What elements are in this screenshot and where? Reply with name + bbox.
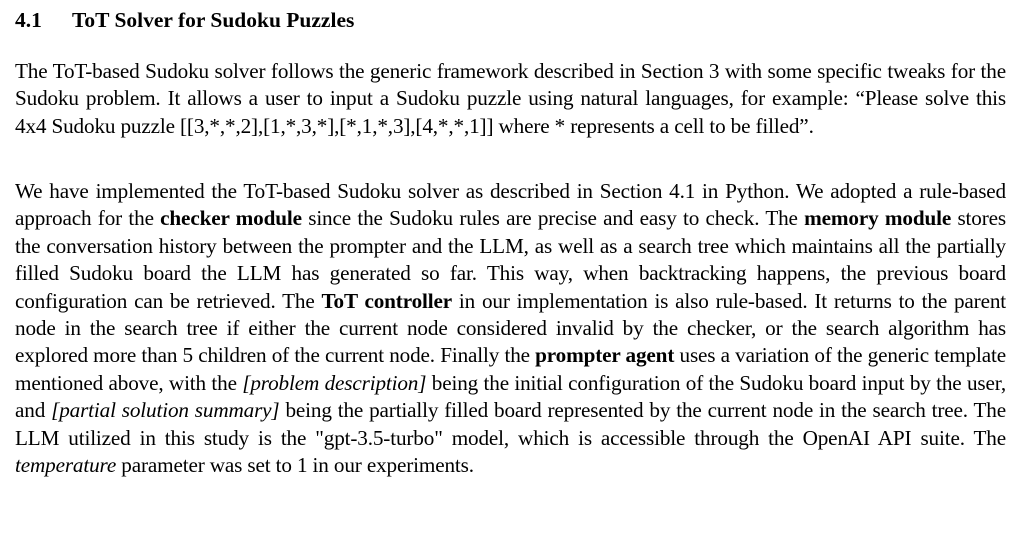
term-partial-solution-summary: [partial solution summary] [51,398,280,423]
term-tot-controller: ToT controller [321,288,453,313]
text-segment: in our implementation is also rule-based. It returns to the parent node in the search tree if either the current node considered invalid by the checker, or the search algorithm has explored more than 5 children of the current node. Finally the [15,288,1007,368]
text-segment: parameter was set to 1 in our experiments. [116,453,474,478]
text-segment: stores the conversation history between the prompter and the LLM, as well as a search tree which maintains all the partially filled Sudoku board the LLM has generated so far. This way, when backtracking happens, the previous board configuration can be retrieved. The [15,206,1006,313]
text-segment: since the Sudoku rules are precise and easy to check. The [301,206,805,231]
text-segment: being the partially filled board represented by the current node in the search tree. The LLM utilized in this study is the "gpt-3.5-turbo" model, which is accessible through the OpenAI API suite. The [15,398,1006,450]
term-checker-module: checker module [160,206,302,231]
paragraph-intro: The ToT-based Sudoku solver follows the generic framework described in Section 3 with some specific tweaks for the Sudoku problem. It allows a user to input a Sudoku puzzle using natural languages, for example: “Please solve this 4x4 Sudoku puzzle [[3,*,*,2],[1,*,3,*],[*,1,*,3],[4,*,*,1]] where * represents a cell to be filled”. [15,59,1006,138]
term-temperature: temperature [15,453,117,478]
term-problem-description: [problem description] [242,370,427,395]
text-segment: uses a variation of the generic template mentioned above, with the [15,343,1006,395]
text-segment: We have implemented the ToT-based Sudoku solver as described in Section 4.1 in Python. We adopted a rule-based approach for the [15,179,1006,231]
term-memory-module: memory module [804,206,952,231]
section-heading [15,5,354,35]
section-number: 4.1 [15,8,42,32]
text-segment: being the initial configuration of the Sudoku board input by the user, and [15,370,1006,423]
paragraph-implementation [15,178,1006,479]
section-title: ToT Solver for Sudoku Puzzles [72,8,355,32]
term-prompter-agent: prompter agent [535,343,675,368]
